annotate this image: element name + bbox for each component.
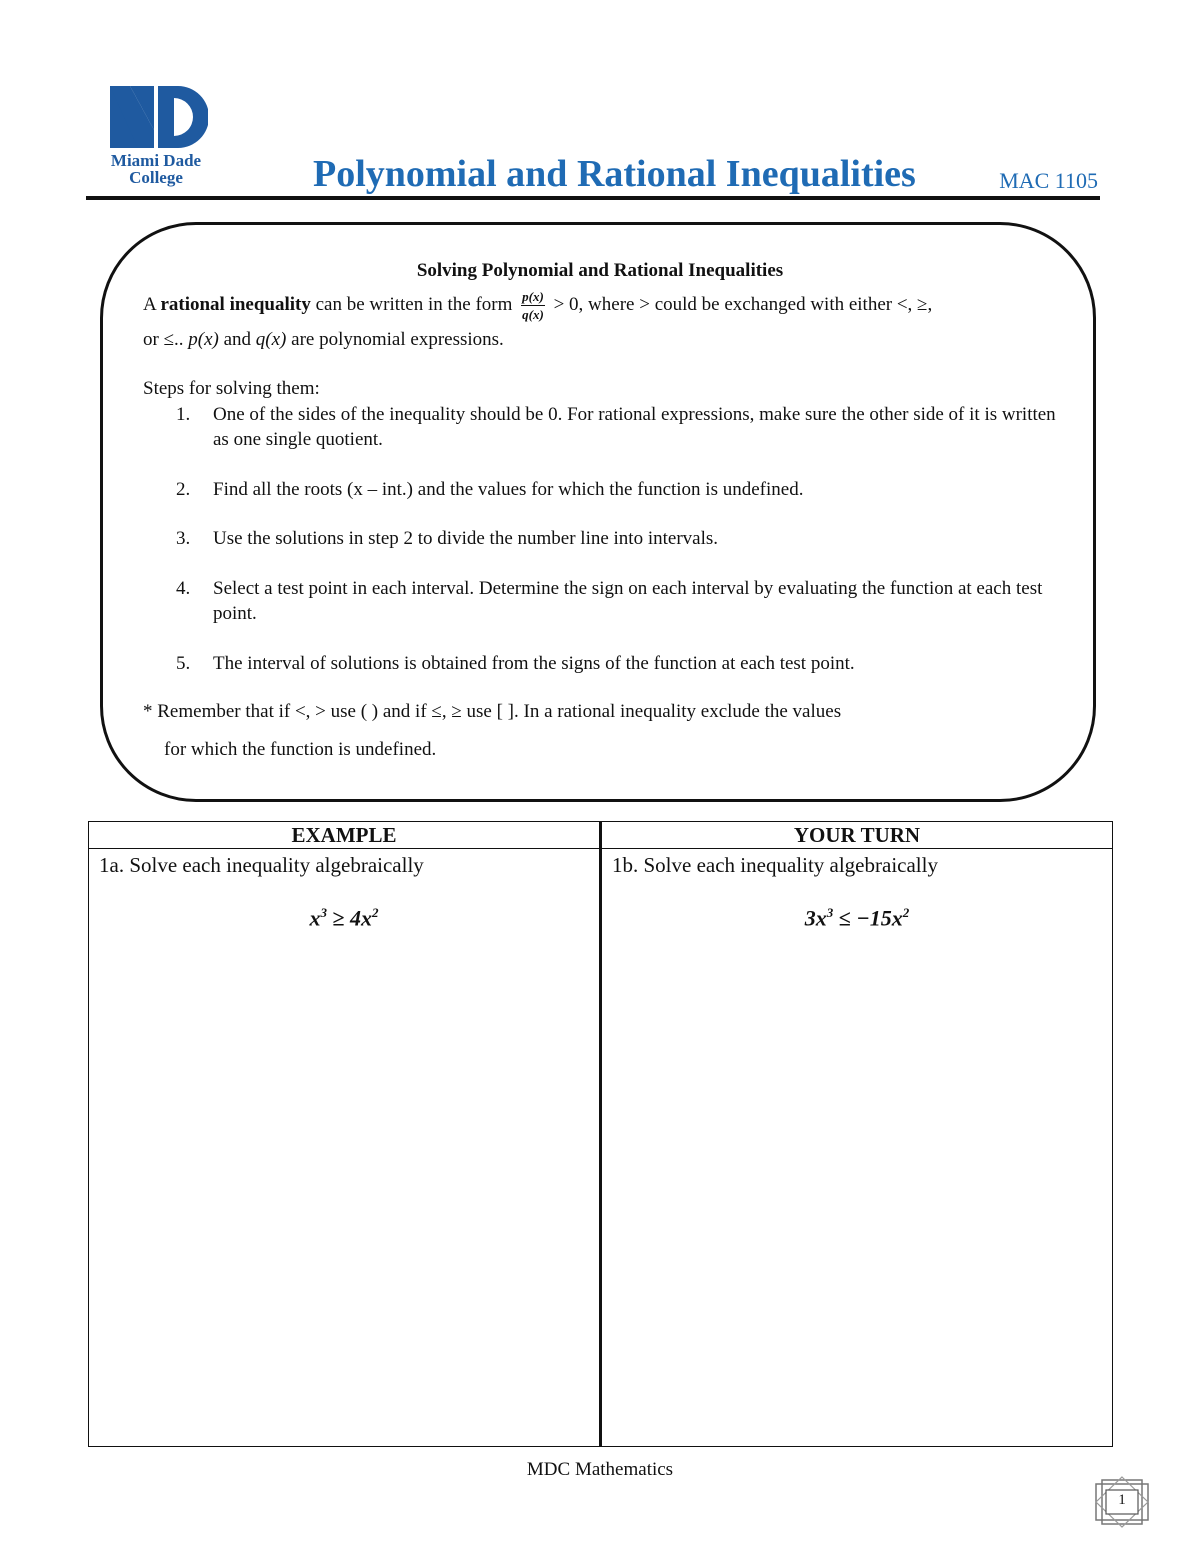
intro-a: A — [143, 293, 156, 315]
your-turn-equation — [602, 905, 1112, 931]
info-box-heading: Solving Polynomial and Rational Inequalities — [416, 260, 784, 281]
step-text: The interval of solutions is obtained from the signs of the function at each test point. — [213, 653, 855, 674]
logo-line-2: College — [129, 168, 183, 187]
example-equation — [89, 905, 599, 931]
intro-line2b: and — [223, 329, 252, 350]
step-text: Use the solutions in step 2 to divide the number line into intervals. — [213, 528, 719, 549]
footer-text: MDC Mathematics — [526, 1459, 674, 1480]
eq-lhs-exp: 3 — [320, 905, 327, 920]
your-turn-cell[interactable] — [601, 849, 1113, 1447]
eq-lhs-exp: 3 — [826, 905, 834, 920]
eq-lhs-base: x — [309, 905, 321, 931]
page-title: Polynomial and Rational Inequalities — [313, 153, 916, 195]
intro-paragraph — [143, 290, 1063, 321]
step-number: 2. — [176, 479, 191, 500]
remember-note-line-1: * Remember that if <, > use ( ) and if ≤, ≥ use [ ]. In a rational inequality exclude the values — [143, 701, 842, 722]
table-header-row — [89, 822, 1113, 849]
step-text: Find all the roots (x – int.) and the values for which the function is undefined. — [213, 479, 804, 500]
fraction-numerator: p(x) — [522, 289, 544, 304]
eq-operator: ≤ — [838, 905, 851, 931]
eq-rhs-base: 4x — [350, 905, 373, 931]
eq-rhs-exp: 2 — [902, 905, 910, 920]
math-px: p(x) — [188, 329, 219, 350]
logo-text — [108, 152, 204, 186]
intro-line-2 — [143, 328, 1063, 352]
column-header-your-turn: YOUR TURN — [601, 822, 1113, 849]
intro-bold-term: rational inequality — [160, 293, 311, 315]
step-number: 3. — [176, 528, 191, 549]
step-number: 1. — [176, 404, 191, 425]
intro-b: can be written in the form — [315, 293, 513, 315]
course-code: MAC 1105 — [999, 168, 1098, 193]
intro-line2c: are polynomial expressions. — [291, 329, 504, 350]
eq-rhs-exp: 2 — [372, 905, 379, 920]
worksheet-table — [88, 821, 1113, 1447]
example-prompt: 1a. Solve each inequality algebraically — [99, 853, 424, 877]
logo-line-1: Miami Dade — [110, 151, 202, 170]
header-rule — [86, 196, 1100, 200]
table-row — [89, 849, 1113, 1447]
column-header-example: EXAMPLE — [89, 822, 601, 849]
step-text: Select a test point in each interval. Determine the sign on each interval by evaluating the function at each test point. — [213, 578, 1043, 624]
eq-rhs-base: −15x — [856, 905, 903, 931]
example-cell[interactable] — [89, 849, 601, 1447]
fraction — [521, 290, 545, 321]
intro-line2a: or ≤.. — [143, 329, 184, 350]
eq-lhs-base: 3x — [804, 905, 827, 931]
remember-note-line-2: for which the function is undefined. — [164, 739, 437, 760]
intro-c: > 0, where > could be exchanged with either <, ≥, — [553, 293, 933, 315]
fraction-denominator: q(x) — [522, 307, 544, 322]
step-number: 4. — [176, 578, 191, 599]
your-turn-prompt: 1b. Solve each inequality algebraically — [612, 853, 938, 877]
math-qx: q(x) — [255, 329, 287, 350]
step-number: 5. — [176, 653, 191, 674]
md-logo-icon — [108, 84, 208, 150]
step-text: One of the sides of the inequality should be 0. For rational expressions, make sure the other side of it is written as one single quotient. — [213, 404, 1056, 450]
page-number: 1 — [1118, 1492, 1126, 1508]
steps-label: Steps for solving them: — [143, 378, 320, 399]
eq-operator: ≥ — [332, 905, 345, 931]
college-logo — [108, 84, 212, 186]
